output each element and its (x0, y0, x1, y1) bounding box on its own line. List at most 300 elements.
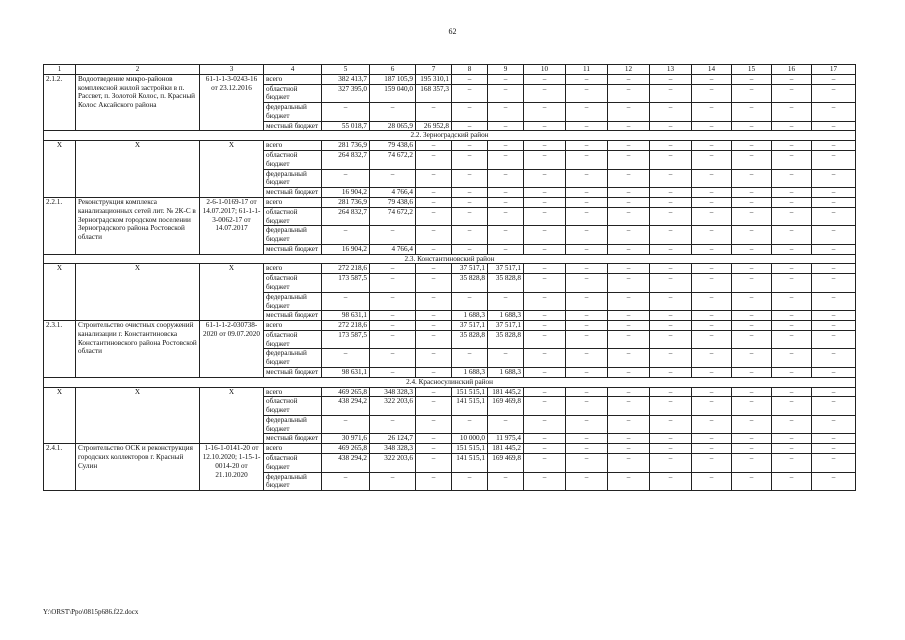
amount-cell: – (608, 444, 650, 454)
expertise-number: 61-1-1-2-030738-2020 от 09.07.2020 (200, 321, 264, 378)
amount-cell: – (524, 321, 566, 331)
funding-source: всего (264, 141, 322, 151)
amount-cell: – (772, 444, 812, 454)
funding-source: местный бюджет (264, 368, 322, 378)
amount-cell: 141 515,1 (452, 454, 488, 473)
amount-cell: – (566, 197, 608, 207)
amount-cell: 35 828,8 (488, 330, 524, 349)
funding-source: федеральный бюджет (264, 292, 322, 311)
amount-cell: – (692, 274, 732, 293)
amount-cell: – (812, 415, 856, 434)
amount-cell: – (692, 74, 732, 84)
amount-cell: – (488, 226, 524, 245)
amount-cell: 10 000,0 (452, 434, 488, 444)
expertise-number: 1-16-1-0141-20 от 12.10.2020; 1-15-1-0014-20 от 21.10.2020 (200, 444, 264, 491)
amount-cell: – (524, 274, 566, 293)
amount-cell: – (772, 368, 812, 378)
funding-source: всего (264, 74, 322, 84)
section-heading: 2.4. Красносулинский район (44, 377, 856, 387)
amount-cell: – (416, 311, 452, 321)
amount-cell: – (524, 244, 566, 254)
amount-cell: – (692, 292, 732, 311)
budget-table (43, 64, 856, 491)
amount-cell: 382 413,7 (322, 74, 370, 84)
column-number-row (44, 65, 856, 75)
amount-cell: – (370, 330, 416, 349)
amount-cell: – (488, 197, 524, 207)
amount-cell: – (566, 121, 608, 131)
amount-cell: – (608, 274, 650, 293)
amount-cell: – (732, 397, 772, 416)
amount-cell: – (812, 226, 856, 245)
amount-cell: 195 310,1 (416, 74, 452, 84)
item-number: Х (44, 264, 76, 321)
amount-cell: – (650, 311, 692, 321)
column-number: 15 (732, 65, 772, 75)
amount-cell: – (732, 226, 772, 245)
amount-cell: 187 105,9 (370, 74, 416, 84)
amount-cell: – (650, 207, 692, 226)
amount-cell: – (416, 434, 452, 444)
amount-cell: – (692, 415, 732, 434)
amount-cell: – (488, 121, 524, 131)
amount-cell: 181 445,2 (488, 387, 524, 397)
amount-cell: – (732, 444, 772, 454)
section-heading: 2.3. Константиновский район (44, 254, 856, 264)
amount-cell: – (650, 368, 692, 378)
amount-cell: – (772, 151, 812, 170)
amount-cell: – (452, 197, 488, 207)
amount-cell: – (732, 197, 772, 207)
amount-cell: – (322, 349, 370, 368)
amount-cell: – (692, 349, 732, 368)
amount-cell: – (524, 84, 566, 103)
amount-cell: – (732, 368, 772, 378)
column-number: 11 (566, 65, 608, 75)
amount-cell: – (772, 415, 812, 434)
amount-cell: – (488, 74, 524, 84)
amount-cell: – (772, 169, 812, 188)
amount-cell: – (608, 151, 650, 170)
section-heading-row (44, 131, 856, 141)
table-row (44, 74, 856, 84)
amount-cell: – (566, 472, 608, 491)
amount-cell: – (812, 330, 856, 349)
amount-cell: – (566, 330, 608, 349)
amount-cell: – (524, 454, 566, 473)
amount-cell: – (488, 349, 524, 368)
amount-cell: – (692, 207, 732, 226)
amount-cell: – (322, 415, 370, 434)
amount-cell: – (608, 141, 650, 151)
amount-cell: – (650, 434, 692, 444)
amount-cell: – (650, 169, 692, 188)
amount-cell: – (692, 387, 732, 397)
amount-cell: 35 828,8 (452, 274, 488, 293)
amount-cell: – (608, 207, 650, 226)
amount-cell: – (608, 264, 650, 274)
amount-cell: – (692, 151, 732, 170)
amount-cell: – (772, 226, 812, 245)
funding-source: областной бюджет (264, 207, 322, 226)
amount-cell: – (650, 321, 692, 331)
amount-cell: – (812, 472, 856, 491)
amount-cell: – (566, 349, 608, 368)
amount-cell: – (608, 387, 650, 397)
amount-cell: – (772, 397, 812, 416)
amount-cell: – (812, 311, 856, 321)
amount-cell: – (812, 321, 856, 331)
expertise-number: Х (200, 264, 264, 321)
amount-cell: 322 203,6 (370, 397, 416, 416)
item-number: 2.3.1. (44, 321, 76, 378)
amount-cell: 264 832,7 (322, 151, 370, 170)
amount-cell: – (370, 368, 416, 378)
funding-source: областной бюджет (264, 84, 322, 103)
amount-cell: 16 904,2 (322, 188, 370, 198)
funding-source: федеральный бюджет (264, 472, 322, 491)
amount-cell: – (524, 226, 566, 245)
amount-cell: – (732, 415, 772, 434)
amount-cell: 438 294,2 (322, 454, 370, 473)
amount-cell: – (608, 197, 650, 207)
amount-cell: – (692, 311, 732, 321)
amount-cell: – (812, 197, 856, 207)
amount-cell: – (416, 368, 452, 378)
amount-cell: – (452, 121, 488, 131)
amount-cell: 469 265,8 (322, 387, 370, 397)
amount-cell: – (692, 84, 732, 103)
amount-cell: – (692, 169, 732, 188)
amount-cell: – (732, 292, 772, 311)
amount-cell: – (452, 74, 488, 84)
amount-cell: 348 328,3 (370, 387, 416, 397)
funding-source: областной бюджет (264, 330, 322, 349)
amount-cell: – (452, 188, 488, 198)
amount-cell: – (772, 121, 812, 131)
amount-cell: – (370, 226, 416, 245)
amount-cell: – (322, 103, 370, 122)
amount-cell: – (772, 188, 812, 198)
funding-source: федеральный бюджет (264, 415, 322, 434)
amount-cell: – (370, 415, 416, 434)
amount-cell: – (488, 103, 524, 122)
amount-cell: 272 218,6 (322, 321, 370, 331)
amount-cell: – (416, 197, 452, 207)
amount-cell: 98 631,1 (322, 311, 370, 321)
amount-cell: 151 515,1 (452, 444, 488, 454)
expertise-number: 61-1-1-3-0243-16 от 23.12.2016 (200, 74, 264, 131)
amount-cell: – (524, 349, 566, 368)
amount-cell: – (812, 84, 856, 103)
amount-cell: – (692, 434, 732, 444)
amount-cell: – (650, 349, 692, 368)
amount-cell: 37 517,1 (452, 264, 488, 274)
object-name: Водоотведение микро-районов комплексной жилой застройки в п. Рассвет, п. Золотой Колос, п. Красный Колос Аксайского района (76, 74, 200, 131)
table-row (44, 197, 856, 207)
amount-cell: – (732, 264, 772, 274)
amount-cell: – (524, 444, 566, 454)
section-heading-row (44, 254, 856, 264)
amount-cell: – (732, 330, 772, 349)
column-number: 17 (812, 65, 856, 75)
amount-cell: – (772, 244, 812, 254)
amount-cell: – (488, 472, 524, 491)
amount-cell: – (566, 74, 608, 84)
amount-cell: – (650, 197, 692, 207)
amount-cell: 281 736,9 (322, 141, 370, 151)
amount-cell: 1 688,3 (488, 368, 524, 378)
amount-cell: – (524, 311, 566, 321)
amount-cell: – (452, 349, 488, 368)
amount-cell: – (772, 264, 812, 274)
amount-cell: – (732, 121, 772, 131)
amount-cell: – (812, 387, 856, 397)
amount-cell: – (732, 387, 772, 397)
funding-source: федеральный бюджет (264, 226, 322, 245)
amount-cell: – (732, 434, 772, 444)
amount-cell: – (416, 349, 452, 368)
amount-cell: – (692, 121, 732, 131)
amount-cell: – (524, 103, 566, 122)
column-number: 1 (44, 65, 76, 75)
column-number: 16 (772, 65, 812, 75)
amount-cell: – (452, 207, 488, 226)
amount-cell: – (524, 74, 566, 84)
amount-cell: – (772, 274, 812, 293)
amount-cell: – (488, 292, 524, 311)
amount-cell: – (416, 264, 452, 274)
amount-cell: – (812, 368, 856, 378)
amount-cell: – (772, 311, 812, 321)
amount-cell: – (416, 207, 452, 226)
section-heading-row (44, 377, 856, 387)
amount-cell: – (812, 151, 856, 170)
amount-cell: – (812, 274, 856, 293)
amount-cell: – (524, 197, 566, 207)
table-row (44, 387, 856, 397)
amount-cell: – (416, 321, 452, 331)
file-path-footer: Y:\ORST\Ppo\0815p686.f22.docx (43, 608, 139, 616)
amount-cell: – (322, 292, 370, 311)
amount-cell: – (692, 444, 732, 454)
funding-source: областной бюджет (264, 454, 322, 473)
amount-cell: – (416, 103, 452, 122)
amount-cell: – (650, 397, 692, 416)
amount-cell: – (452, 415, 488, 434)
amount-cell: – (650, 74, 692, 84)
amount-cell: – (650, 141, 692, 151)
amount-cell: – (608, 349, 650, 368)
amount-cell: – (732, 188, 772, 198)
amount-cell: – (608, 188, 650, 198)
amount-cell: 1 688,3 (452, 311, 488, 321)
column-number: 3 (200, 65, 264, 75)
amount-cell: 37 517,1 (452, 321, 488, 331)
funding-source: федеральный бюджет (264, 103, 322, 122)
amount-cell: – (608, 434, 650, 444)
funding-source: местный бюджет (264, 188, 322, 198)
amount-cell: – (812, 141, 856, 151)
amount-cell: – (416, 151, 452, 170)
amount-cell: 26 952,8 (416, 121, 452, 131)
amount-cell: – (772, 387, 812, 397)
amount-cell: – (452, 103, 488, 122)
amount-cell: – (416, 397, 452, 416)
column-number: 2 (76, 65, 200, 75)
amount-cell: – (416, 387, 452, 397)
amount-cell: 348 328,3 (370, 444, 416, 454)
amount-cell: – (650, 292, 692, 311)
amount-cell: – (488, 151, 524, 170)
amount-cell: 26 124,7 (370, 434, 416, 444)
amount-cell: 181 445,2 (488, 444, 524, 454)
amount-cell: – (692, 188, 732, 198)
amount-cell: – (370, 274, 416, 293)
amount-cell: – (370, 292, 416, 311)
item-number: Х (44, 387, 76, 444)
amount-cell: 98 631,1 (322, 368, 370, 378)
amount-cell: – (608, 330, 650, 349)
amount-cell: – (370, 169, 416, 188)
amount-cell: 159 040,0 (370, 84, 416, 103)
amount-cell: – (608, 169, 650, 188)
amount-cell: 438 294,2 (322, 397, 370, 416)
amount-cell: – (732, 244, 772, 254)
amount-cell: – (452, 292, 488, 311)
amount-cell: – (772, 84, 812, 103)
amount-cell: – (812, 434, 856, 444)
amount-cell: – (416, 444, 452, 454)
amount-cell: – (650, 264, 692, 274)
amount-cell: – (416, 330, 452, 349)
amount-cell: – (772, 207, 812, 226)
amount-cell: – (692, 197, 732, 207)
amount-cell: – (452, 84, 488, 103)
column-number: 10 (524, 65, 566, 75)
amount-cell: – (370, 103, 416, 122)
amount-cell: 35 828,8 (488, 274, 524, 293)
amount-cell: – (608, 292, 650, 311)
funding-source: всего (264, 321, 322, 331)
amount-cell: – (566, 321, 608, 331)
amount-cell: 141 515,1 (452, 397, 488, 416)
amount-cell: 37 517,1 (488, 321, 524, 331)
amount-cell: – (732, 274, 772, 293)
amount-cell: – (524, 141, 566, 151)
table-row (44, 444, 856, 454)
amount-cell: – (452, 244, 488, 254)
amount-cell: – (566, 103, 608, 122)
column-number: 5 (322, 65, 370, 75)
amount-cell: – (524, 472, 566, 491)
amount-cell: – (692, 103, 732, 122)
column-number: 12 (608, 65, 650, 75)
amount-cell: – (566, 244, 608, 254)
amount-cell: – (772, 321, 812, 331)
amount-cell: – (524, 330, 566, 349)
amount-cell: 173 587,5 (322, 330, 370, 349)
amount-cell: – (452, 472, 488, 491)
amount-cell: 74 672,2 (370, 151, 416, 170)
amount-cell: – (812, 207, 856, 226)
amount-cell: 79 438,6 (370, 141, 416, 151)
amount-cell: – (608, 454, 650, 473)
amount-cell: – (608, 103, 650, 122)
amount-cell: – (732, 454, 772, 473)
funding-source: всего (264, 387, 322, 397)
amount-cell: – (416, 415, 452, 434)
amount-cell: – (732, 207, 772, 226)
amount-cell: – (732, 103, 772, 122)
amount-cell: – (732, 169, 772, 188)
amount-cell: – (566, 454, 608, 473)
amount-cell: – (566, 387, 608, 397)
item-number: 2.2.1. (44, 197, 76, 254)
amount-cell: 4 766,4 (370, 244, 416, 254)
column-number: 14 (692, 65, 732, 75)
amount-cell: – (692, 244, 732, 254)
funding-source: всего (264, 264, 322, 274)
amount-cell: – (608, 84, 650, 103)
amount-cell: – (812, 169, 856, 188)
amount-cell: – (370, 321, 416, 331)
amount-cell: – (566, 151, 608, 170)
amount-cell: – (608, 121, 650, 131)
amount-cell: 37 517,1 (488, 264, 524, 274)
amount-cell: – (812, 74, 856, 84)
table-row (44, 141, 856, 151)
amount-cell: – (692, 141, 732, 151)
amount-cell: – (524, 292, 566, 311)
amount-cell: – (812, 264, 856, 274)
amount-cell: – (812, 103, 856, 122)
funding-source: федеральный бюджет (264, 349, 322, 368)
amount-cell: 35 828,8 (452, 330, 488, 349)
amount-cell: – (566, 274, 608, 293)
amount-cell: – (524, 434, 566, 444)
amount-cell: – (416, 188, 452, 198)
amount-cell: – (524, 387, 566, 397)
amount-cell: – (772, 141, 812, 151)
amount-cell: – (370, 472, 416, 491)
amount-cell: – (524, 188, 566, 198)
amount-cell: – (650, 244, 692, 254)
amount-cell: 272 218,6 (322, 264, 370, 274)
amount-cell: – (732, 74, 772, 84)
amount-cell: – (566, 368, 608, 378)
amount-cell: – (608, 368, 650, 378)
amount-cell: – (650, 472, 692, 491)
funding-source: всего (264, 197, 322, 207)
amount-cell: – (566, 311, 608, 321)
amount-cell: – (488, 141, 524, 151)
amount-cell: – (812, 292, 856, 311)
amount-cell: – (772, 197, 812, 207)
amount-cell: – (566, 141, 608, 151)
amount-cell: 322 203,6 (370, 454, 416, 473)
amount-cell: – (416, 454, 452, 473)
amount-cell: – (524, 415, 566, 434)
amount-cell: – (524, 368, 566, 378)
amount-cell: – (566, 292, 608, 311)
column-number: 9 (488, 65, 524, 75)
amount-cell: 16 904,2 (322, 244, 370, 254)
amount-cell: – (812, 121, 856, 131)
amount-cell: – (452, 141, 488, 151)
amount-cell: – (692, 397, 732, 416)
amount-cell: – (650, 103, 692, 122)
